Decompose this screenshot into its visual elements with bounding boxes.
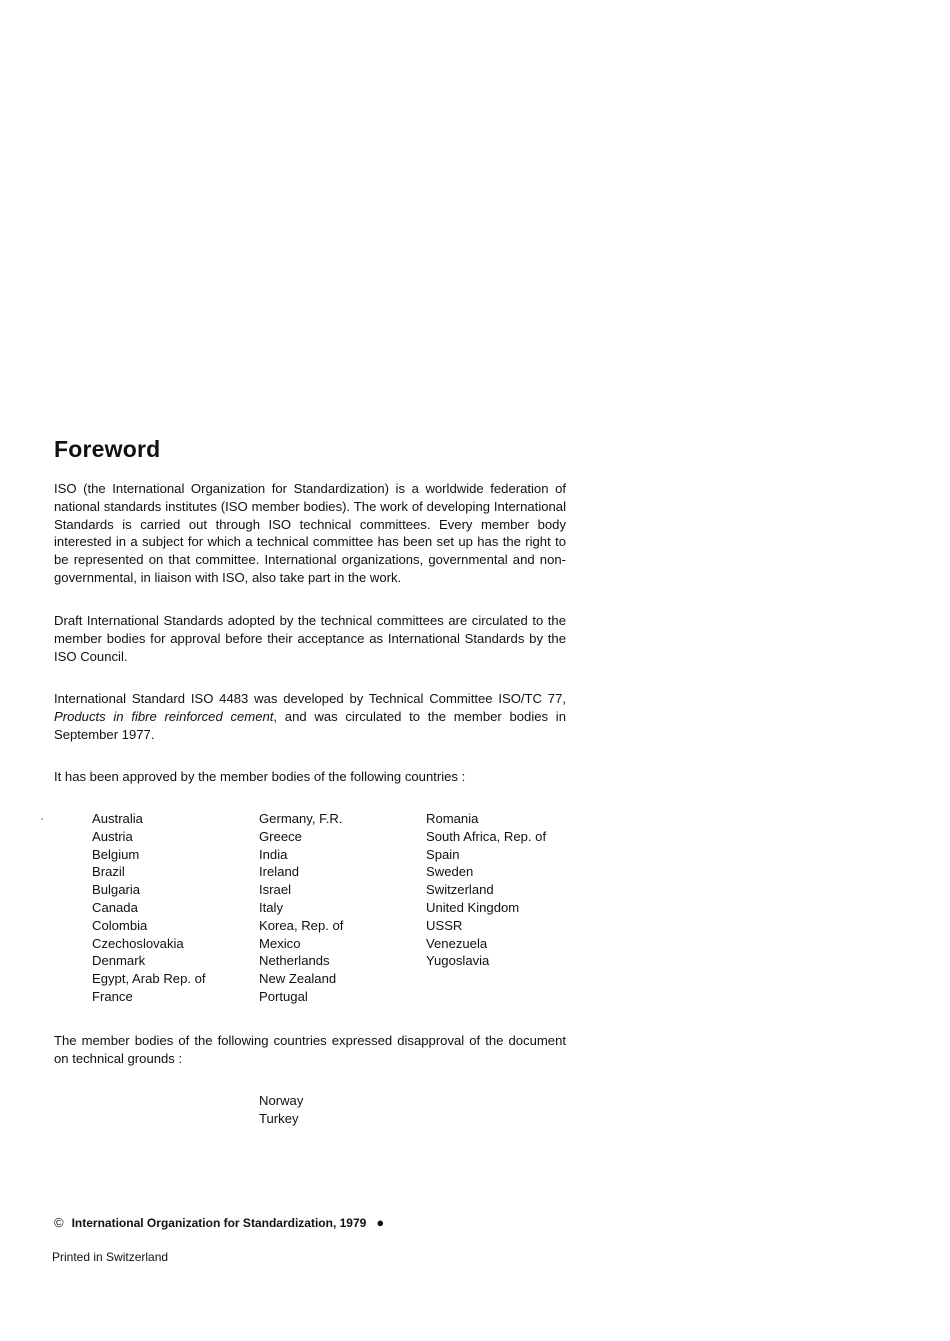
country-item: Netherlands <box>259 953 330 969</box>
country-item: Venezuela <box>426 935 488 951</box>
disapproval-intro: The member bodies of the following countries expressed disapproval of the document on technical grounds : <box>54 1033 566 1066</box>
country-item: United Kingdom <box>426 899 520 915</box>
country-item: New Zealand <box>259 971 337 987</box>
copyright-text: International Organization for Standardization, 1979 <box>71 1216 367 1230</box>
scan-speck <box>41 818 43 820</box>
foreword-paragraph-2: Draft International Standards adopted by the technical committees are circulated to the member bodies for approval before their acceptance as International Standards by the ISO Council. <box>54 613 566 664</box>
country-item: Turkey <box>259 1110 299 1126</box>
bullet-icon: ● <box>376 1215 385 1230</box>
country-item: Canada <box>92 899 138 915</box>
foreword-paragraph-3 <box>54 690 566 743</box>
country-item: USSR <box>426 917 463 933</box>
country-item: Brazil <box>92 864 125 880</box>
country-item: Denmark <box>92 953 146 969</box>
country-item: Belgium <box>92 846 140 862</box>
country-item: Mexico <box>259 935 301 951</box>
country-item: Romania <box>426 811 479 826</box>
country-item: France <box>92 988 133 1004</box>
paragraph-3-text-end: , and was circulated to the member bodies in September 1977. <box>54 708 566 742</box>
country-item: Switzerland <box>426 882 494 898</box>
countries-column-2 <box>259 810 343 1006</box>
country-item: Spain <box>426 846 460 862</box>
country-item: Egypt, Arab Rep. of <box>92 971 206 987</box>
country-item: Israel <box>259 882 292 898</box>
country-item: Portugal <box>259 988 308 1004</box>
committee-subject-italic: Products in fibre reinforced cement <box>54 708 274 724</box>
disapproval-countries-list <box>259 1092 303 1128</box>
copyright-symbol: © <box>54 1215 64 1230</box>
country-item: Norway <box>259 1093 304 1108</box>
country-item: Colombia <box>92 917 148 933</box>
page-title: Foreword <box>54 436 161 462</box>
copyright-line <box>54 1215 384 1230</box>
country-item: Yugoslavia <box>426 953 490 969</box>
country-item: Sweden <box>426 864 474 880</box>
country-item: Austria <box>92 828 133 844</box>
paragraph-3-text-start: International Standard ISO 4483 was developed by Technical Committee ISO/TC 77, <box>54 691 566 706</box>
country-item: South Africa, Rep. of <box>426 828 547 844</box>
country-item: Australia <box>92 811 143 826</box>
country-item: Ireland <box>259 864 300 880</box>
country-item: Greece <box>259 828 302 844</box>
country-item: Bulgaria <box>92 882 141 898</box>
country-item: Czechoslovakia <box>92 935 184 951</box>
country-item: Korea, Rep. of <box>259 917 344 933</box>
countries-column-3 <box>426 810 546 970</box>
country-item: Italy <box>259 899 284 915</box>
foreword-paragraph-1: ISO (the International Organization for Standardization) is a worldwide federation of national standards institutes (ISO member bodies). The work of developing International Standards is carried out through ISO technical committees. Every member body interested in a subject for which a technical committee has been set up has the right to be represented on that committee. International organizations, governmental and non-governmental, in liaison with ISO, also take part in the work. <box>54 481 566 585</box>
approval-intro: It has been approved by the member bodies of the following countries : <box>54 769 466 784</box>
printed-in-note: Printed in Switzerland <box>52 1250 169 1264</box>
approved-countries-list <box>92 810 572 1010</box>
country-item: India <box>259 846 288 862</box>
country-item: Germany, F.R. <box>259 811 343 826</box>
countries-column-1 <box>92 810 206 1006</box>
